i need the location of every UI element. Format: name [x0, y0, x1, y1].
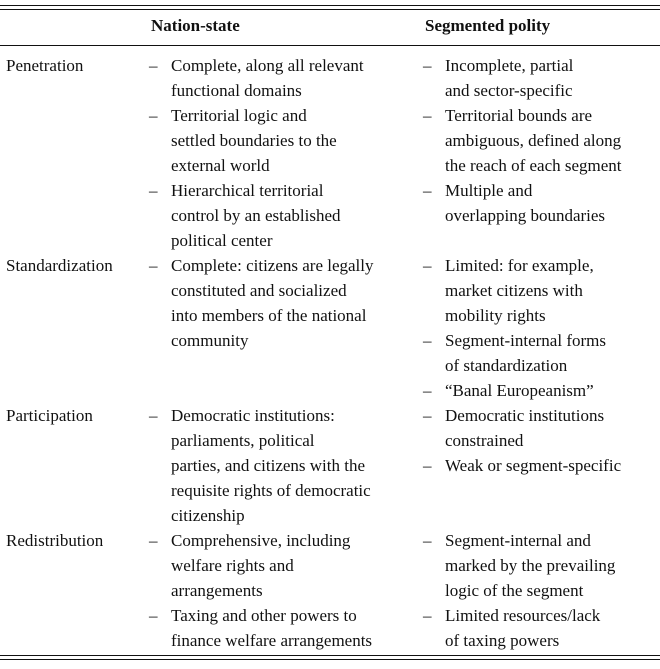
bottom-rule-double: [0, 659, 660, 660]
item-line: marked by the prevailing: [445, 556, 616, 575]
item-line: control by an established: [171, 206, 341, 225]
list-item: [149, 403, 419, 528]
list-item: [149, 103, 419, 178]
item-line: community: [171, 331, 249, 350]
item-line: Segment-internal and: [445, 531, 591, 550]
bullet-dash: –: [149, 56, 158, 75]
item-line: mobility rights: [445, 306, 546, 325]
item-line: Incomplete, partial: [445, 56, 574, 75]
item-line: and sector-specific: [445, 81, 573, 100]
item-line: functional domains: [171, 81, 302, 100]
penetration-nation-state-cell: [149, 53, 419, 253]
item-line: Complete: citizens are legally: [171, 256, 374, 275]
standardization-segmented-polity-cell: [423, 253, 658, 403]
penetration-segmented-polity-cell: [423, 53, 658, 228]
header-rule: [0, 45, 660, 46]
redistribution-segmented-polity-cell: [423, 528, 658, 653]
list-item: [149, 53, 419, 103]
list-item: [423, 528, 658, 603]
bullet-dash: –: [423, 406, 432, 425]
redistribution-nation-state-cell: [149, 528, 419, 653]
item-line: Comprehensive, including: [171, 531, 351, 550]
item-line: finance welfare arrangements: [171, 631, 373, 650]
item-line: requisite rights of democratic: [171, 481, 371, 500]
item-line: parties, and citizens with the: [171, 456, 366, 475]
item-line: Hierarchical territorial: [171, 181, 324, 200]
header-segmented-polity: Segmented polity: [425, 16, 551, 35]
item-line: external world: [171, 156, 270, 175]
item-line: Territorial logic and: [171, 106, 307, 125]
header-nation-state: Nation-state: [151, 16, 240, 35]
bullet-dash: –: [423, 181, 432, 200]
bullet-dash: –: [423, 106, 432, 125]
item-line: logic of the segment: [445, 581, 584, 600]
item-line: Democratic institutions:: [171, 406, 335, 425]
list-item: [423, 53, 658, 103]
row-label-standardization: Standardization: [6, 256, 113, 275]
item-line: citizenship: [171, 506, 245, 525]
bullet-dash: –: [423, 381, 432, 400]
list-item: [423, 103, 658, 178]
item-line: Complete, along all relevant: [171, 56, 364, 75]
item-line: Democratic institutions: [445, 406, 605, 425]
list-item: [423, 253, 658, 328]
item-line: constrained: [445, 431, 524, 450]
list-item: [423, 603, 658, 653]
item-line: Weak or segment-specific: [445, 456, 622, 475]
list-item: [149, 178, 419, 253]
item-line: Limited: for example,: [445, 256, 594, 275]
item-line: overlapping boundaries: [445, 206, 606, 225]
item-line: of taxing powers: [445, 631, 560, 650]
participation-segmented-polity-cell: [423, 403, 658, 478]
bullet-dash: –: [149, 406, 158, 425]
bullet-dash: –: [423, 331, 432, 350]
bullet-dash: –: [423, 56, 432, 75]
item-line: of standardization: [445, 356, 568, 375]
item-line: Taxing and other powers to: [171, 606, 357, 625]
item-line: political center: [171, 231, 273, 250]
list-item: [423, 378, 658, 403]
bullet-dash: –: [423, 606, 432, 625]
list-item: [423, 403, 658, 453]
item-line: constituted and socialized: [171, 281, 347, 300]
standardization-nation-state-cell: [149, 253, 419, 353]
bullet-dash: –: [423, 531, 432, 550]
participation-nation-state-cell: [149, 403, 419, 528]
bullet-dash: –: [149, 531, 158, 550]
item-line: market citizens with: [445, 281, 583, 300]
list-item: [149, 253, 419, 353]
item-line: parliaments, political: [171, 431, 315, 450]
bullet-dash: –: [149, 606, 158, 625]
list-item: [149, 528, 419, 603]
item-line: Territorial bounds are: [445, 106, 593, 125]
bullet-dash: –: [423, 456, 432, 475]
item-line: the reach of each segment: [445, 156, 622, 175]
item-line: arrangements: [171, 581, 263, 600]
row-label-redistribution: Redistribution: [6, 531, 104, 550]
bullet-dash: –: [149, 181, 158, 200]
item-line: Limited resources/lack: [445, 606, 601, 625]
item-line: Multiple and: [445, 181, 533, 200]
row-label-participation: Participation: [6, 406, 93, 425]
item-line: ambiguous, defined along: [445, 131, 622, 150]
bullet-dash: –: [149, 106, 158, 125]
item-line: into members of the national: [171, 306, 367, 325]
item-line: “Banal Europeanism”: [445, 381, 594, 400]
bottom-rule: [0, 655, 660, 656]
item-line: Segment-internal forms: [445, 331, 606, 350]
bullet-dash: –: [423, 256, 432, 275]
list-item: [423, 178, 658, 228]
list-item: [149, 603, 419, 653]
top-rule-double: [0, 9, 660, 10]
item-line: settled boundaries to the: [171, 131, 337, 150]
list-item: [423, 328, 658, 378]
bullet-dash: –: [149, 256, 158, 275]
item-line: welfare rights and: [171, 556, 294, 575]
top-rule: [0, 5, 660, 6]
list-item: [423, 453, 658, 478]
row-label-penetration: Penetration: [6, 56, 84, 75]
